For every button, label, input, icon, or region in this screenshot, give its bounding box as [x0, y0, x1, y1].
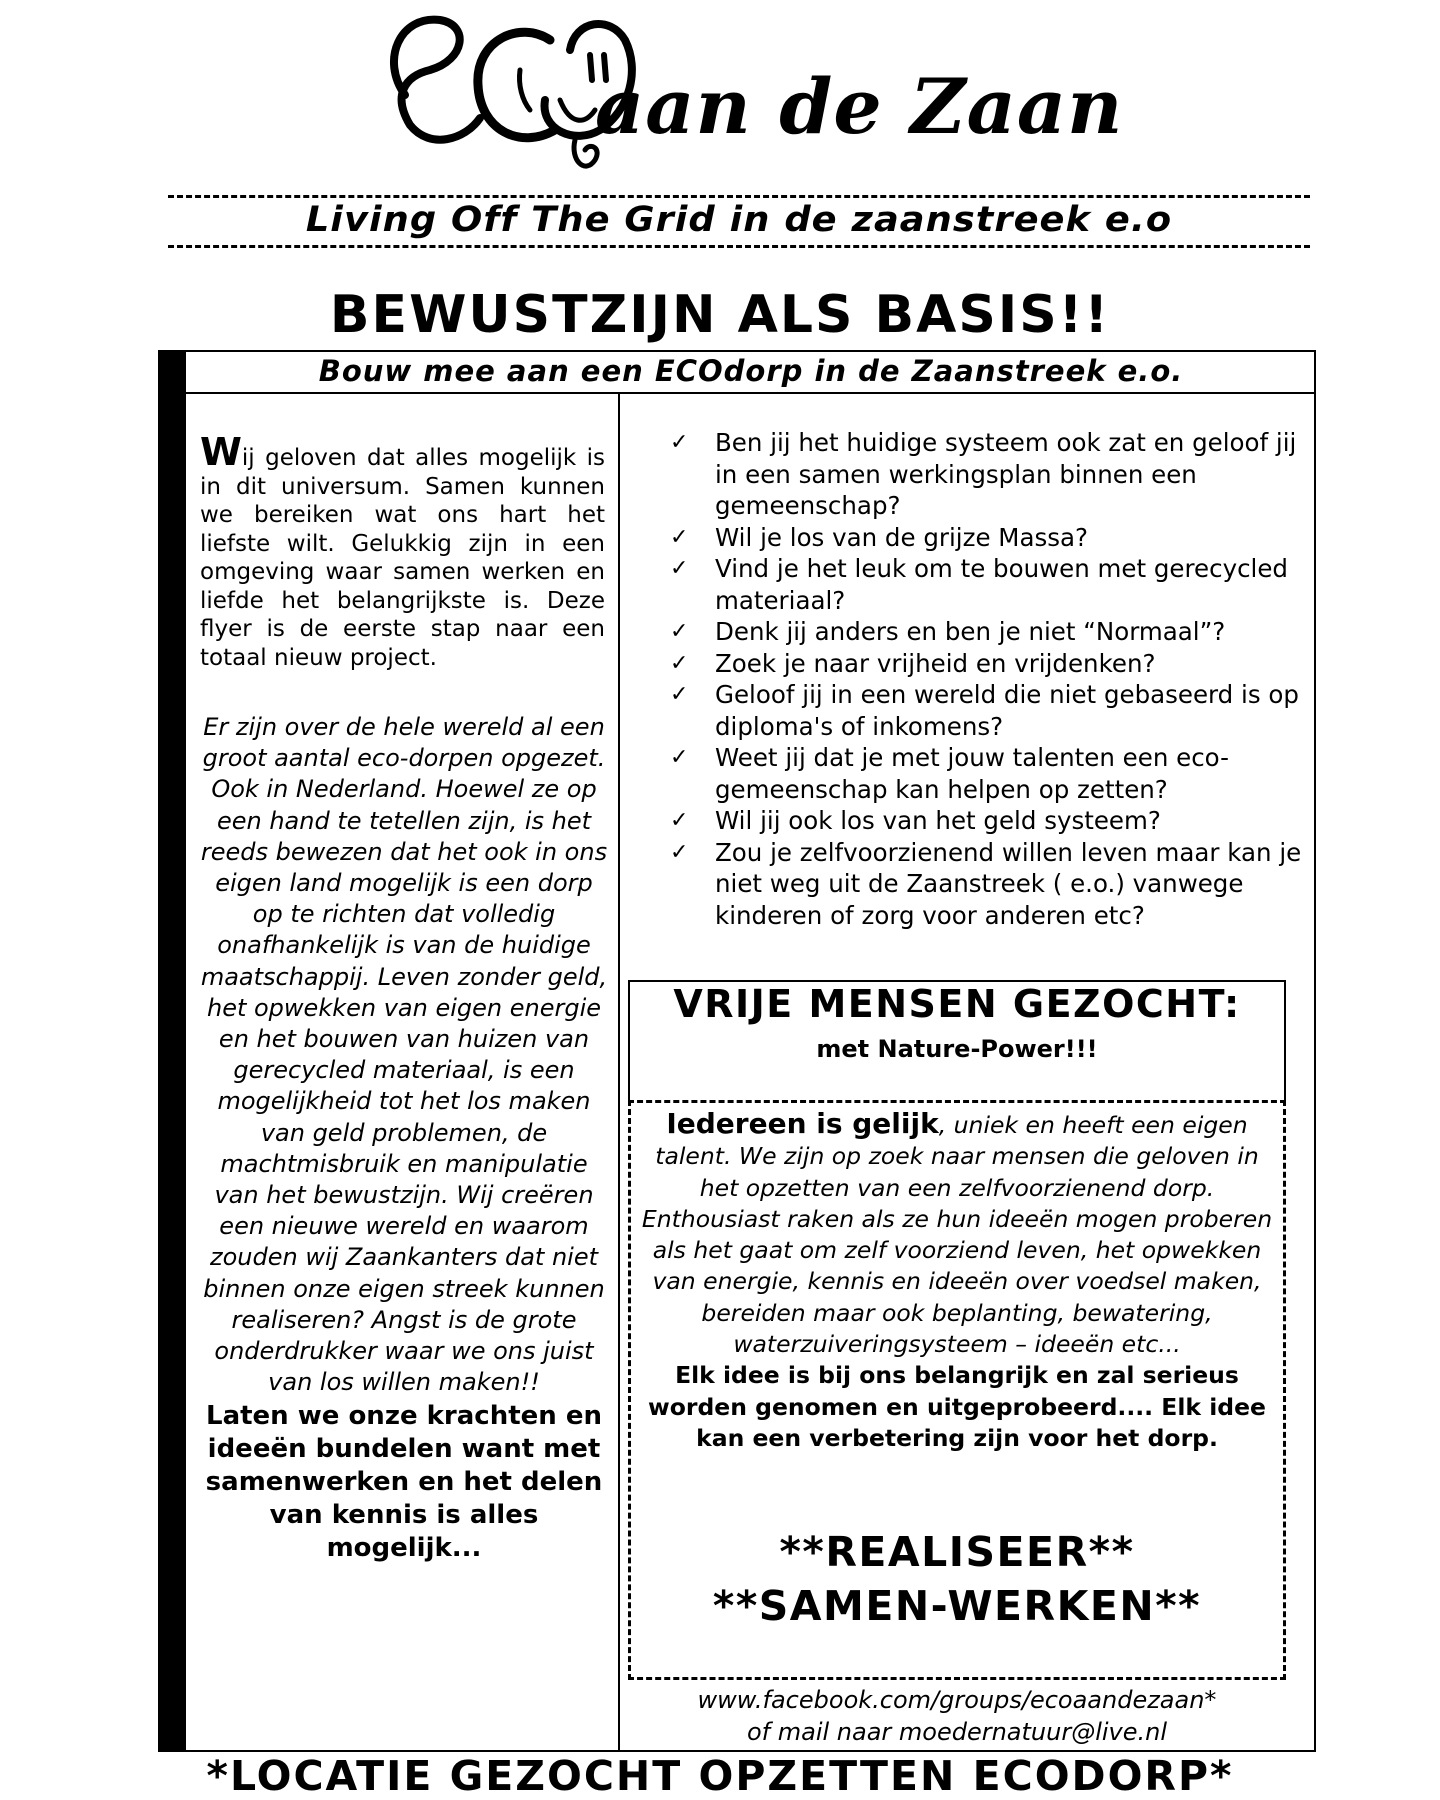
wanted-text	[640, 1108, 1274, 1454]
checkmark-icon: ✓	[670, 839, 689, 865]
closing-text: Laten we onze krachten en ideeën bundelen want met samenwerken en het delen van kennis is alles mogelijk...	[205, 1401, 603, 1564]
column-divider	[618, 392, 620, 1752]
dashed-divider-bottom	[168, 245, 1310, 248]
list-item: ✓ Wil jij ook los van het geld systeem?	[670, 806, 1161, 835]
facebook-link[interactable]: www.facebook.com/groups/ecoaandezaan*	[697, 1686, 1217, 1714]
checkmark-icon: ✓	[670, 745, 689, 770]
checkmark-icon: ✓	[670, 682, 689, 707]
checkmark-icon: ✓	[670, 430, 689, 455]
mail-link[interactable]: of mail naar moedernatuur@live.nl	[746, 1718, 1168, 1746]
footer-banner: *LOCATIE GEZOCHT OPZETTEN ECODORP*	[206, 1752, 1234, 1800]
story-paragraph	[198, 712, 610, 1565]
list-item: ✓ Wil je los van de grijze Massa?	[670, 522, 1089, 552]
call-realiseer: **REALISEER**	[779, 1528, 1135, 1576]
question-checklist	[670, 427, 1310, 931]
intro-paragraph	[200, 430, 605, 672]
intro-text: ij geloven dat alles mogelijk is in dit universum. Samen kunnen we bereiken wat ons hart het liefste wilt. Gelukkig zijn in een omgeving waar samen werken en liefde het belangrijkste is. Deze flyer is de eerste stap naar een totaal nieuw project.	[200, 445, 605, 671]
headline: BEWUSTZIJN ALS BASIS!!	[329, 285, 1111, 345]
subheadline: Bouw mee aan een ECOdorp in de Zaanstreek e.o.	[186, 350, 1316, 394]
list-item: ✓ Zoek je naar vrijheid en vrijdenken?	[670, 648, 1156, 678]
checkmark-icon: ✓	[670, 808, 689, 833]
contact-info	[628, 1684, 1286, 1748]
eco-logo	[370, 0, 1130, 185]
list-item: ✓ Vind je het leuk om te bouwen met gerecycled materiaal?	[670, 554, 1288, 615]
wanted-body-plain: Elk idee is bij ons belangrijk en zal serieus worden genomen en uitgeprobeerd.... Elk idee kan een verbetering zijn voor het dorp.	[648, 1361, 1266, 1452]
dashed-divider-top	[168, 195, 1310, 198]
wanted-title: VRIJE MENSEN GEZOCHT:	[673, 982, 1241, 1026]
list-item: ✓ Weet jij dat je met jouw talenten een eco-gemeenschap kan helpen op zetten?	[670, 743, 1229, 804]
wanted-lead: Iedereen is gelijk	[666, 1107, 939, 1140]
list-item: ✓ Zou je zelfvoorzienend willen leven maar kan je niet weg uit de Zaanstreek ( e.o.) vanwege kinderen of zorg voor anderen etc?	[670, 837, 1302, 930]
box-left-bar	[158, 350, 186, 1752]
story-text: Er zijn over de hele wereld al een groot aantal eco-dorpen opgezet. Ook in Nederland. Hoewel ze op een hand te tetellen zijn, is het reeds bewezen dat het ook in ons eigen land mogelijk is een dorp op te richten dat volledig onafhankelijk is van de huidige maatschappij. Leven zonder geld, het opwekken van eigen energie en het bouwen van huizen van gerecycled materiaal, is een mogelijkheid tot het los maken van geld problemen, de machtmisbruik en manipulatie van het bewustzijn. Wij creëren een nieuwe wereld en waarom zouden wij Zaankanters dat niet binnen onze eigen streek kunnen realiseren? Angst is de grote onderdrukker waar we ons juist van los willen maken!!	[200, 713, 608, 1397]
wanted-body-italic: , uniek en heeft een eigen talent. We zijn op zoek naar mensen die geloven in het opzetten van een zelfvoorzienend dorp. Enthousiast raken als ze hun ideeën mogen proberen als het gaat om zelf voorziend leven, het opwekken van energie, kennis en ideeën over voedsel maken, bereiden maar ook beplanting, bewatering, waterzuiveringsysteem – ideeën etc...	[641, 1111, 1273, 1359]
list-item: ✓ Geloof jij in een wereld die niet gebaseerd is op diploma's of inkomens?	[670, 680, 1299, 741]
call-samen-werken: **SAMEN-WERKEN**	[712, 1582, 1202, 1630]
logo-text: aan de Zaan	[595, 62, 1124, 151]
wanted-subtitle: met Nature-Power!!!	[816, 1035, 1098, 1063]
list-item: ✓ Ben jij het huidige systeem ook zat en geloof jij in een samen werkingsplan binnen een gemeenschap?	[670, 428, 1297, 520]
tagline: Living Off The Grid in de zaanstreek e.o	[305, 200, 1173, 240]
checkmark-icon: ✓	[670, 650, 689, 676]
checkmark-icon: ✓	[670, 524, 689, 550]
checkmark-icon: ✓	[670, 556, 689, 581]
intro-dropcap: W	[200, 430, 242, 474]
checkmark-icon: ✓	[670, 619, 689, 644]
list-item: ✓ Denk jij anders en ben je niet “Normaal”?	[670, 617, 1226, 646]
